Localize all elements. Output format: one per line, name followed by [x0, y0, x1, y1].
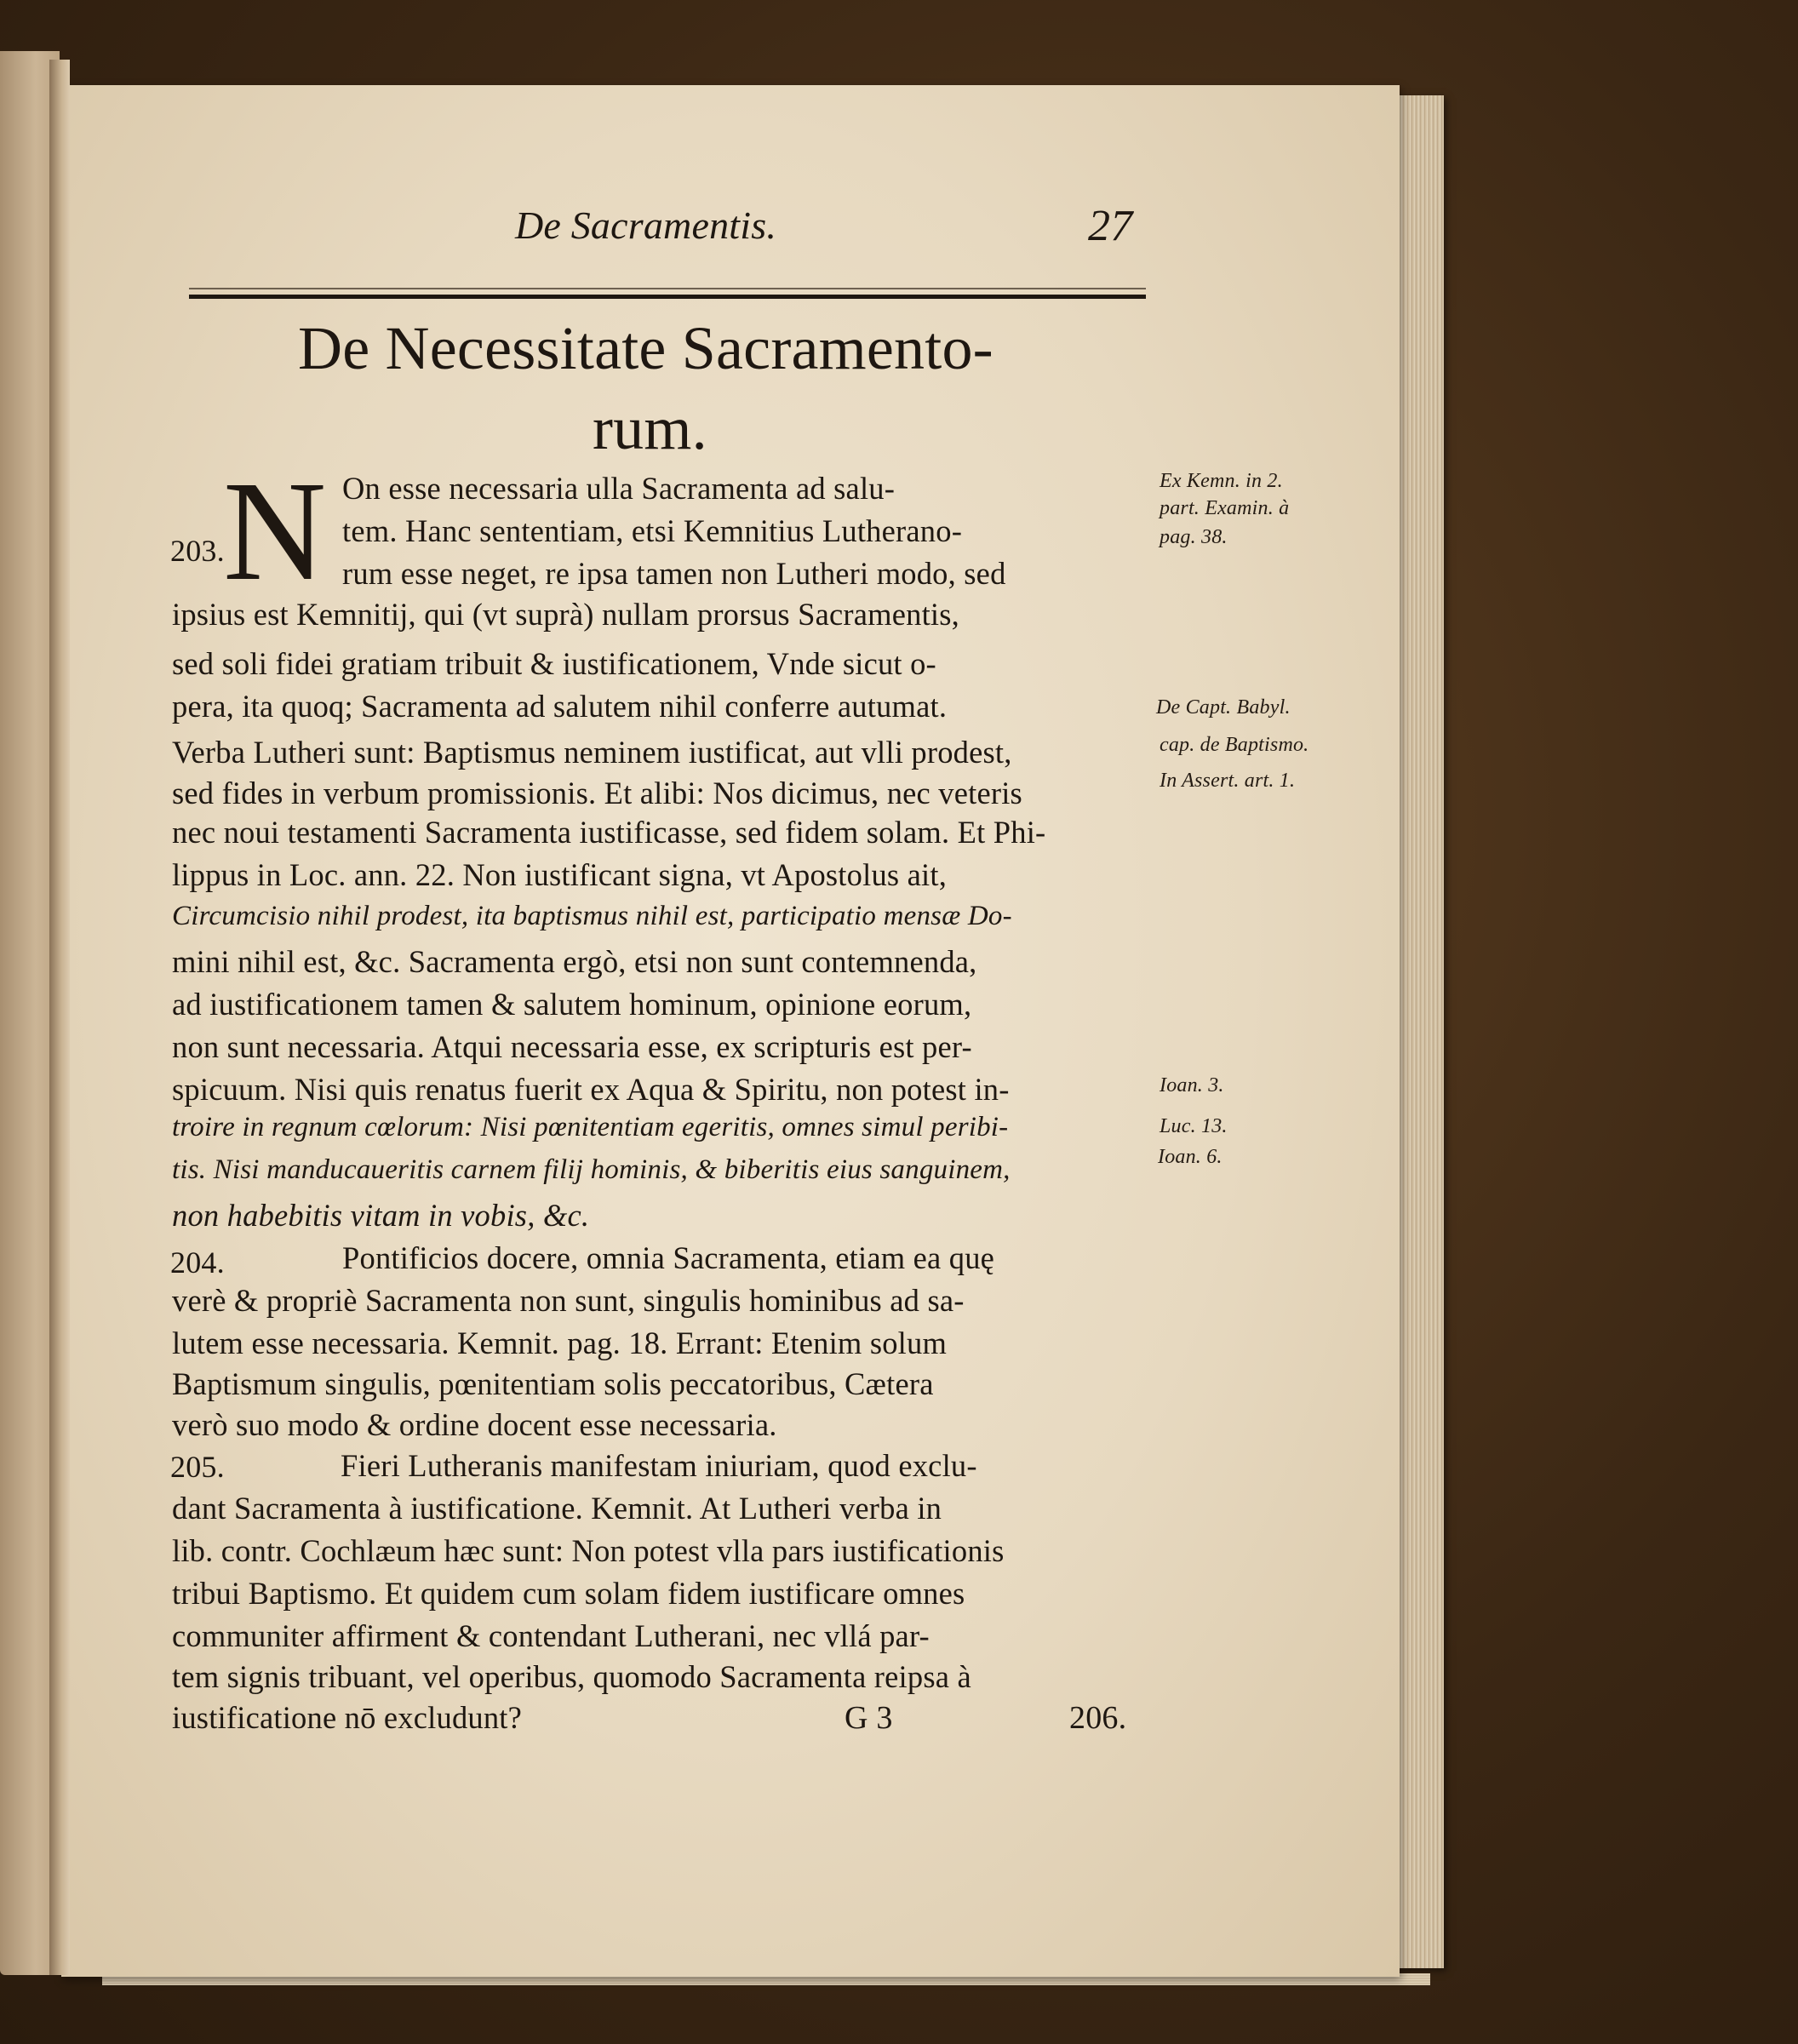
- text-line: tis. Nisi manducaueritis carnem filij hominis, & biberitis eius sanguinem,: [172, 1154, 1011, 1185]
- drop-cap: N: [223, 452, 327, 610]
- text-line: mini nihil est, &c. Sacramenta ergò, etsi non sunt contemnenda,: [172, 944, 977, 979]
- text-line: Verba Lutheri sunt: Baptismus neminem iustificat, aut vlli prodest,: [172, 735, 1012, 770]
- text-line: spicuum. Nisi quis renatus fuerit ex Aqua & Spiritu, non potest in-: [172, 1072, 1010, 1107]
- margin-note: Ioan. 6.: [1158, 1146, 1223, 1168]
- text-line: tribui Baptismo. Et quidem cum solam fidem iustificare omnes: [172, 1576, 965, 1611]
- gutter: [49, 60, 70, 1975]
- margin-note: De Capt. Babyl.: [1156, 696, 1291, 719]
- text-line: pera, ita quoq; Sacramenta ad salutem nihil conferre autumat.: [172, 689, 948, 724]
- text-line: On esse necessaria ulla Sacramenta ad salu-: [342, 471, 896, 506]
- margin-note: cap. de Baptismo.: [1160, 734, 1309, 756]
- text-line: non sunt necessaria. Atqui necessaria esse, ex scripturis est per-: [172, 1029, 972, 1064]
- text-line: dant Sacramenta à iustificatione. Kemnit. At Lutheri verba in: [172, 1491, 942, 1526]
- text-line: lutem esse necessaria. Kemnit. pag. 18. Errant: Etenim solum: [172, 1325, 948, 1360]
- text-line: lippus in Loc. ann. 22. Non iustificant signa, vt Apostolus ait,: [172, 857, 948, 892]
- catchword: 206.: [1069, 1700, 1127, 1736]
- text-line: troire in regnum cœlorum: Nisi pœnitentiam egeritis, omnes simul peribi-: [172, 1112, 1009, 1142]
- text-line: Pontificios docere, omnia Sacramenta, etiam ea quę: [342, 1240, 995, 1275]
- header-rule: [189, 295, 1146, 299]
- paragraph-number-203: 203.: [170, 534, 225, 568]
- text-line: nec noui testamenti Sacramenta iustificasse, sed fidem solam. Et Phi-: [172, 815, 1046, 850]
- text-line: verè & propriè Sacramenta non sunt, singulis hominibus ad sa-: [172, 1283, 965, 1318]
- paragraph-number-204: 204.: [170, 1245, 225, 1280]
- text-line: ipsius est Kemnitij, qui (vt suprà) nullam prorsus Sacramentis,: [172, 597, 959, 632]
- chapter-heading-line-1: De Necessitate Sacramento-: [298, 314, 993, 382]
- text-line: Fieri Lutheranis manifestam iniuriam, quod exclu-: [341, 1448, 977, 1483]
- text-line: lib. contr. Cochlæum hæc sunt: Non potest vlla pars iustificationis: [172, 1533, 1005, 1568]
- text-line: sed fides in verbum promissionis. Et alibi: Nos dicimus, nec veteris: [172, 776, 1022, 810]
- page-number: 27: [1088, 202, 1133, 250]
- chapter-heading-line-2: rum.: [593, 394, 707, 462]
- margin-note: Ioan. 3.: [1160, 1074, 1224, 1096]
- margin-note: pag. 38.: [1160, 526, 1228, 548]
- text-line: tem. Hanc sententiam, etsi Kemnitius Lutherano-: [342, 513, 963, 548]
- text-line: iustificatione nō excludunt?: [172, 1700, 523, 1735]
- text-line: sed soli fidei gratiam tribuit & iustificationem, Vnde sicut o-: [172, 646, 936, 681]
- text-line: communiter affirment & contendant Lutherani, nec vllá par-: [172, 1618, 930, 1653]
- text-line: non habebitis vitam in vobis, &c.: [172, 1198, 590, 1233]
- header-rule-thin: [189, 288, 1146, 289]
- text-line: verò suo modo & ordine docent esse necessaria.: [172, 1407, 777, 1442]
- paragraph-number-205: 205.: [170, 1450, 225, 1484]
- signature-mark: G 3: [845, 1700, 893, 1736]
- text-line: rum esse neget, re ipsa tamen non Lutheri modo, sed: [342, 556, 1006, 591]
- running-head: De Sacramentis.: [515, 203, 777, 247]
- text-line: ad iustificationem tamen & salutem hominum, opinione eorum,: [172, 987, 972, 1022]
- page-block-edge: [1396, 95, 1444, 1968]
- text-line: tem signis tribuant, vel operibus, quomodo Sacramenta reipsa à: [172, 1659, 971, 1694]
- text-line: Circumcisio nihil prodest, ita baptismus nihil est, participatio mensæ Do-: [172, 901, 1012, 931]
- text-line: Baptismum singulis, pœnitentiam solis peccatoribus, Cætera: [172, 1366, 934, 1401]
- margin-note: Luc. 13.: [1160, 1115, 1228, 1137]
- margin-note: Ex Kemn. in 2.: [1160, 470, 1283, 492]
- margin-note: In Assert. art. 1.: [1160, 770, 1296, 792]
- margin-note: part. Examin. à: [1160, 497, 1290, 519]
